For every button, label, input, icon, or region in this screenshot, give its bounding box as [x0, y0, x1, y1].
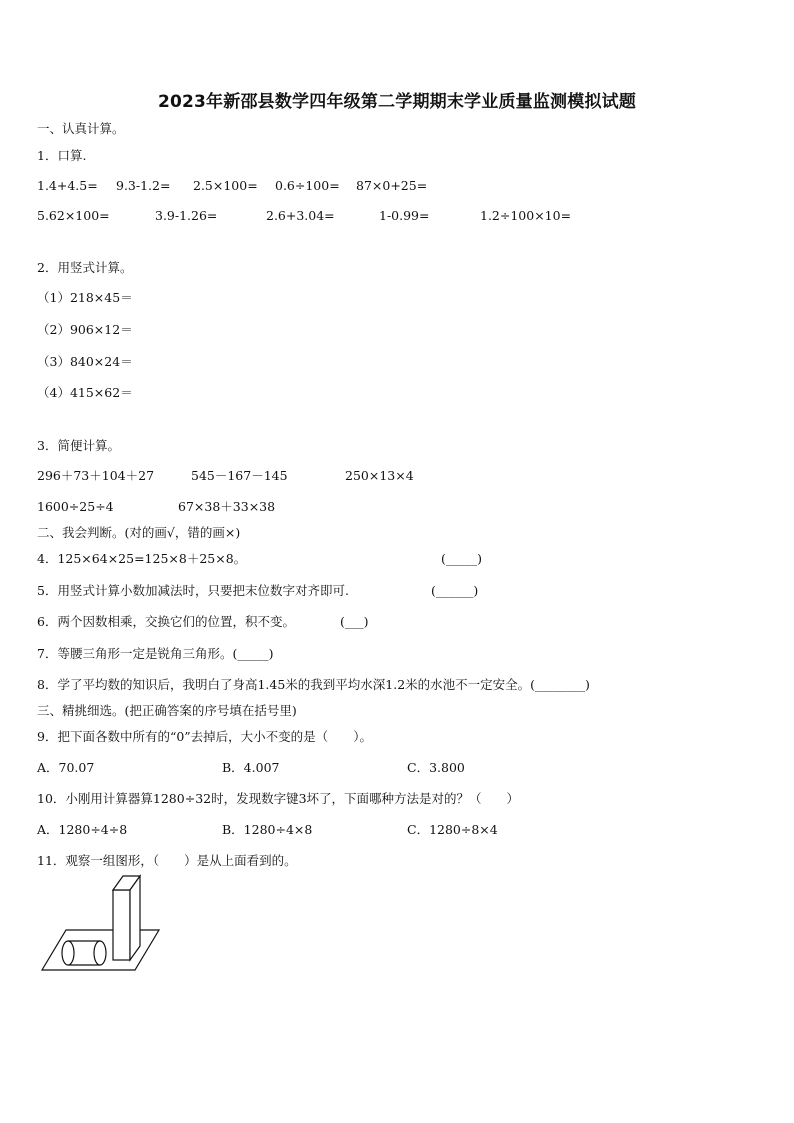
answer-blank[interactable]: (___) [340, 614, 369, 629]
oral-calc-item: 1.4+4.5= [37, 178, 98, 193]
oral-calc-item: 2.6+3.04= [266, 208, 335, 223]
q2-item: （2）906×12＝ [37, 322, 133, 337]
judge-item-6: 6．两个因数相乘，交换它们的位置，积不变。 [37, 614, 295, 629]
choice-option[interactable]: B．4.007 [222, 760, 280, 775]
section3-heading: 三、精挑细选。(把正确答案的序号填在括号里) [37, 703, 297, 718]
q1-label: 1．口算. [37, 148, 87, 163]
choice-option[interactable]: A．70.07 [37, 760, 95, 775]
oral-calc-item: 1-0.99= [379, 208, 430, 223]
simplify-item: 545－167－145 [191, 468, 288, 483]
oral-calc-item: 5.62×100= [37, 208, 110, 223]
answer-blank[interactable]: (______) [431, 583, 479, 598]
choice-option[interactable]: C．1280÷8×4 [407, 822, 498, 837]
simplify-item: 1600÷25÷4 [37, 499, 114, 514]
cylinder-shape [62, 941, 106, 965]
q2-item: （4）415×62＝ [37, 385, 133, 400]
solid-figures-illustration [40, 872, 165, 974]
judge-item-8: 8．学了平均数的知识后，我明白了身高1.45米的我到平均水深1.2米的水池不一定安全。(________) [37, 677, 590, 692]
simplify-item: 250×13×4 [345, 468, 414, 483]
choice-option[interactable]: A．1280÷4÷8 [37, 822, 128, 837]
section2-heading: 二、我会判断。(对的画√，错的画×) [37, 525, 241, 540]
q9-stem: 9．把下面各数中所有的“0”去掉后，大小不变的是（ ）。 [37, 729, 372, 744]
judge-item-7: 7．等腰三角形一定是锐角三角形。(_____) [37, 646, 274, 661]
answer-blank[interactable]: (_____) [441, 551, 483, 566]
choice-option[interactable]: C．3.800 [407, 760, 465, 775]
simplify-item: 296＋73＋104＋27 [37, 468, 155, 483]
judge-item-5: 5．用竖式计算小数加减法时，只要把末位数字对齐即可. [37, 583, 349, 598]
judge-item-4: 4．125×64×25=125×8＋25×8。 [37, 551, 247, 566]
cuboid-shape [113, 876, 140, 960]
q11-stem: 11．观察一组图形，（ ）是从上面看到的。 [37, 853, 297, 868]
simplify-item: 67×38＋33×38 [178, 499, 276, 514]
q2-item: （1）218×45＝ [37, 290, 133, 305]
section1-heading: 一、认真计算。 [37, 121, 125, 136]
oral-calc-item: 87×0+25= [356, 178, 428, 193]
q2-label: 2．用竖式计算。 [37, 260, 133, 275]
q10-stem: 10．小刚用计算器算1280÷32时，发现数字键3坏了，下面哪种方法是对的？（ ） [37, 791, 520, 806]
oral-calc-item: 2.5×100= [193, 178, 258, 193]
oral-calc-item: 9.3-1.2= [116, 178, 171, 193]
q2-item: （3）840×24＝ [37, 354, 133, 369]
oral-calc-item: 1.2÷100×10= [480, 208, 572, 223]
oral-calc-item: 3.9-1.26= [155, 208, 218, 223]
q3-label: 3．简便计算。 [37, 438, 120, 453]
oral-calc-item: 0.6÷100= [275, 178, 340, 193]
choice-option[interactable]: B．1280÷4×8 [222, 822, 313, 837]
exam-title: 2023年新邵县数学四年级第二学期期末学业质量监测模拟试题 [157, 92, 637, 112]
